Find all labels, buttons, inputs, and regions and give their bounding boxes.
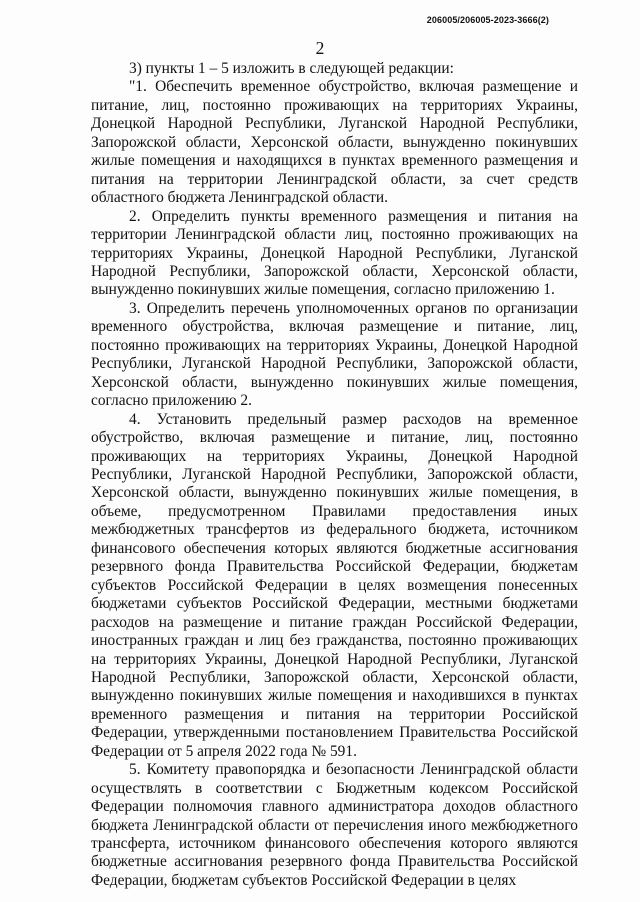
paragraph-1: "1. Обеспечить временное обустройство, включая размещение и питание, лиц, постоянно проживающих на территориях Украины, Донецкой Народной Республики, Луганской Народной Республики, Запорожской области, Херсонской области, вынужденно покинувших жилые помещения и находящихся в пунктах временного размещения и питания на территории Ленинградской области, за счет средств областного бюджета Ленинградской области. (91, 78, 578, 207)
paragraph-2: 2. Определить пункты временного размещения и питания на территории Ленинградской области лиц, постоянно проживающих на территориях Украины, Донецкой Народной Республики, Луганской Народной Республики, Запорожской области, Херсонской области, вынужденно покинувших жилые помещения, согласно приложению 1. (91, 207, 578, 299)
paragraph-5: 5. Комитету правопорядка и безопасности Ленинградской области осуществлять в соответствии с Бюджетным кодексом Российской Федерации полномочия главного администратора доходов областного бюджета Ленинградской области от перечисления иного межбюджетного трансферта, источником финансового обеспечения которого являются бюджетные ассигнования резервного фонда Правительства Российской Федерации, бюджетам субъектов Российской Федерации в целях (91, 761, 578, 889)
paragraph-4: 4. Установить предельный размер расходов на временное обустройство, включая размещение и питание, лиц, постоянно проживающих на территориях Украины, Донецкой Народной Республики, Луганской Народной Республики, Запорожской области, Херсонской области, вынужденно покинувших жилые помещения, в объеме, предусмотренном Правилами предоставления иных межбюджетных трансфертов из федерального бюджета, источником финансового обеспечения которых являются бюджетные ассигнования резервного фонда Правительства Российской Федерации, бюджетам субъектов Российской Федерации в целях возмещения понесенных бюджетами субъектов Российской Федерации, местными бюджетами расходов на размещение и питание граждан Российской Федерации, иностранных граждан и лиц без гражданства, постоянно проживающих на территориях Украины, Донецкой Народной Республики, Луганской Народной Республики, Запорожской области, Херсонской области, вынужденно покинувших жилые помещения и находившихся в пунктах временного размещения и питания на территории Российской Федерации, утвержденными постановлением Правительства Российской Федерации от 5 апреля 2022 года № 591. (91, 410, 578, 760)
page-number: 2 (315, 38, 325, 58)
document-body (91, 60, 578, 890)
intro-line: 3) пункты 1 – 5 изложить в следующей редакции: (129, 60, 454, 77)
document-id: 206005/206005-2023-3666(2) (426, 15, 549, 25)
paragraph-3: 3. Определить перечень уполномоченных органов по организации временного обустройства, включая размещение и питание, лиц, постоянно проживающих на территориях Украины, Донецкой Народной Республики, Луганской Народной Республики, Запорожской области, Херсонской области, вынужденно покинувших жилые помещения, согласно приложению 2. (91, 299, 578, 410)
